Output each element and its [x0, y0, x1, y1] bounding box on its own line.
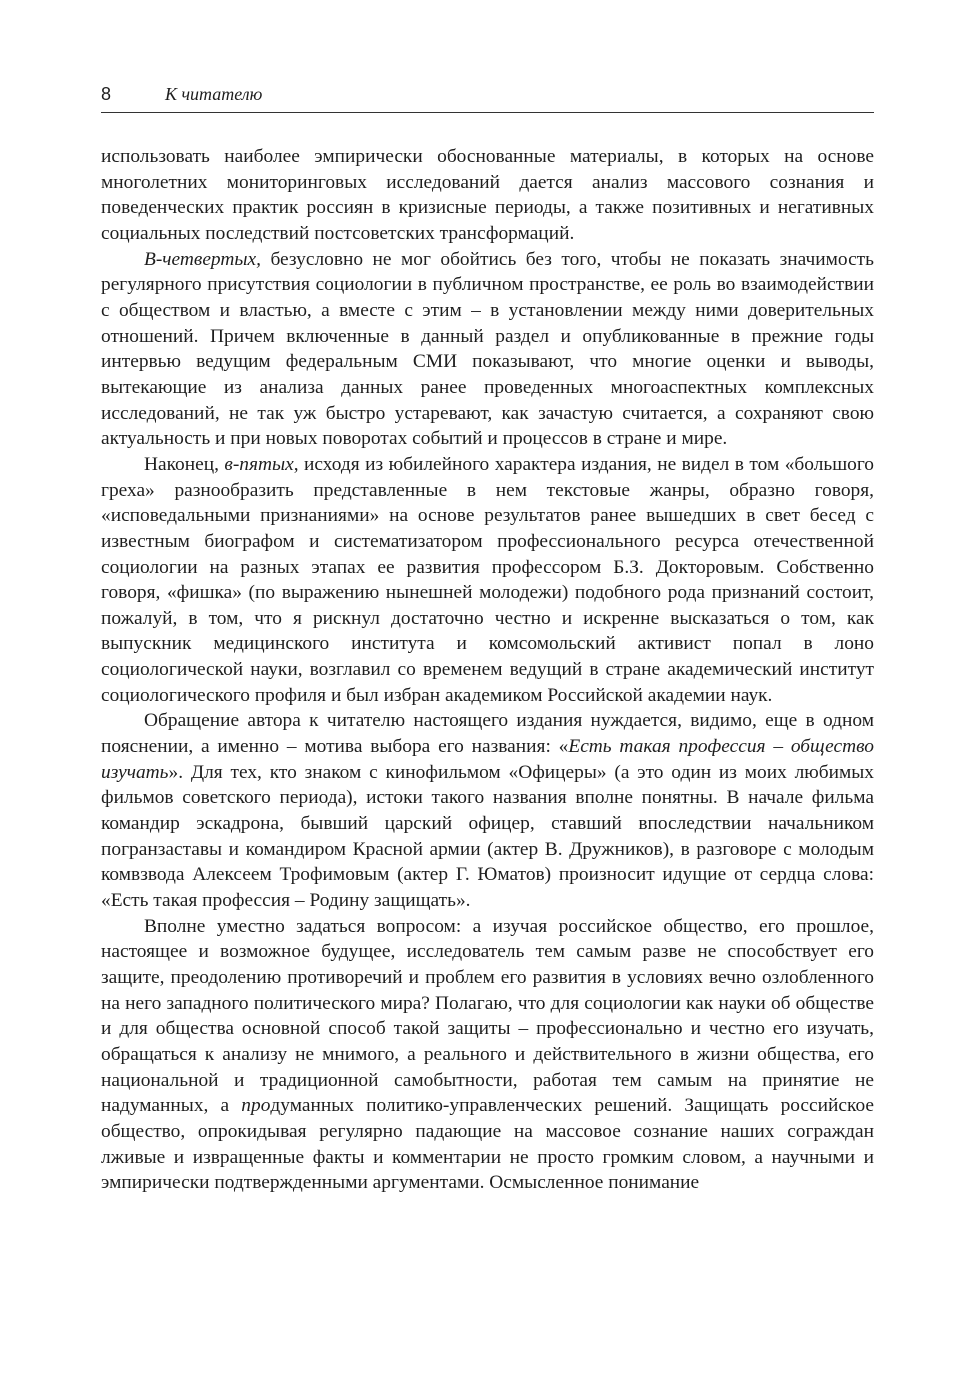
paragraph-title-explanation — [101, 708, 874, 913]
paragraph-text: думанных политико-управленческих решений. Защищать российское общество, опрокидывая регулярно падающие на массовое сознание наших сограждан лживые и извращенные факты и комментарии не просто громким словом, а научными и эмпирически подтвержденными аргументами. Осмысленное понимание — [101, 1095, 874, 1194]
paragraph-fourthly — [101, 247, 874, 452]
paragraph-continued — [101, 144, 874, 247]
running-header — [101, 80, 874, 113]
paragraph-defense — [101, 914, 874, 1196]
paragraph-text: Наконец, — [144, 453, 225, 475]
paragraph-italic-phrase: в-пятых — [224, 453, 294, 475]
paragraph-text: ». Для тех, кто знаком с кинофильмом «Офицеры» (а это один из моих любимых фильмов советского периода), истоки такого названия вполне понятны. В начале фильма командир эскадрона, бывший царский офицер, ставший впоследствии начальником погранзаставы и командиром Красной армии (актер В. Дружников), в разговоре с молодым комвзвода Алексеем Трофимовым (актер Г. Юматов) произносит идущие от сердца слова: «Есть такая профессия – Родину защищать». — [101, 761, 874, 912]
paragraph-text: , исходя из юбилейного характера издания, не видел в том «большого греха» разнообразить представленные в нем текстовые жанры, образно говоря, «исповедальными признаниями» на основе результатов ранее вышедших в свет бесед с известным биографом и систематизатором профессионального ресурса отечественной социологии на разных этапах ее развития профессором Б.З. Докторовым. Собственно говоря, «фишка» (по выражению нынешней молодежи) подобного рода признаний состоит, пожалуй, в том, что я рискнул достаточно честно и искренне высказаться о том, как выпускник медицинского института и комсомольский активист попал в лоно социологической науки, возглавил со временем ведущий в стране академический институт социологического профиля и был избран академиком Российской академии наук. — [101, 453, 875, 706]
paragraph-lead-italic: В-четвертых, — [144, 248, 261, 270]
page-number: 8 — [101, 84, 112, 104]
paragraph-text: Обращение автора к читателю настоящего издания нуждается, видимо, еще в одном пояснении, а именно – мотива выбора его названия: « — [101, 710, 874, 758]
running-title: К читателю — [165, 84, 263, 104]
body-text — [101, 144, 874, 1196]
paragraph-text: безусловно не мог обойтись без того, чтобы не показать значимость регулярного присутствия социологии в публичном пространстве, ее роль во взаимодействии с обществом и властью, а вместе с этим – в установлении между ними доверительных отношений. Причем включенные в данный раздел и опубликованные в прежние годы интервью ведущим федеральным СМИ показывают, что многие оценки и выводы, вытекающие из анализа данных ранее проведенных многоаспектных комплексных исследований, не так уж быстро устаревают, как зачастую считается, а сохраняют свою актуальность и при новых поворотах событий и процессов в стране и мире. — [101, 248, 874, 450]
paragraph-text: использовать наиболее эмпирически обоснованные материалы, в которых на основе многолетних мониторинговых исследований дается анализ массового сознания и поведенческих практик россиян в кризисные периоды, а также позитивных и негативных социальных последствий постсоветских трансформаций. — [101, 146, 874, 244]
paragraph-fifthly — [101, 452, 874, 709]
book-title-italic: Есть такая профессия – общество изучать — [101, 736, 874, 783]
paragraph-text: Вполне уместно задаться вопросом: а изучая российское общество, его прошлое, настоящее и возможное будущее, исследователь тем самым разве не способствует его защите, преодолению противоречий и проблем его развития в условиях вечно озлобленного на него западного политического мира? Полагаю, что для социологии как науки об обществе и для общества основной способ такой защиты – профессионально и честно его изучать, обращаться к анализу не мнимого, а реального и действительного в жизни общества, его национальной и традиционной самобытности, работая тем самым на принятие не надуманных, а — [101, 915, 874, 1117]
paragraph-italic-prefix: про — [241, 1095, 271, 1117]
